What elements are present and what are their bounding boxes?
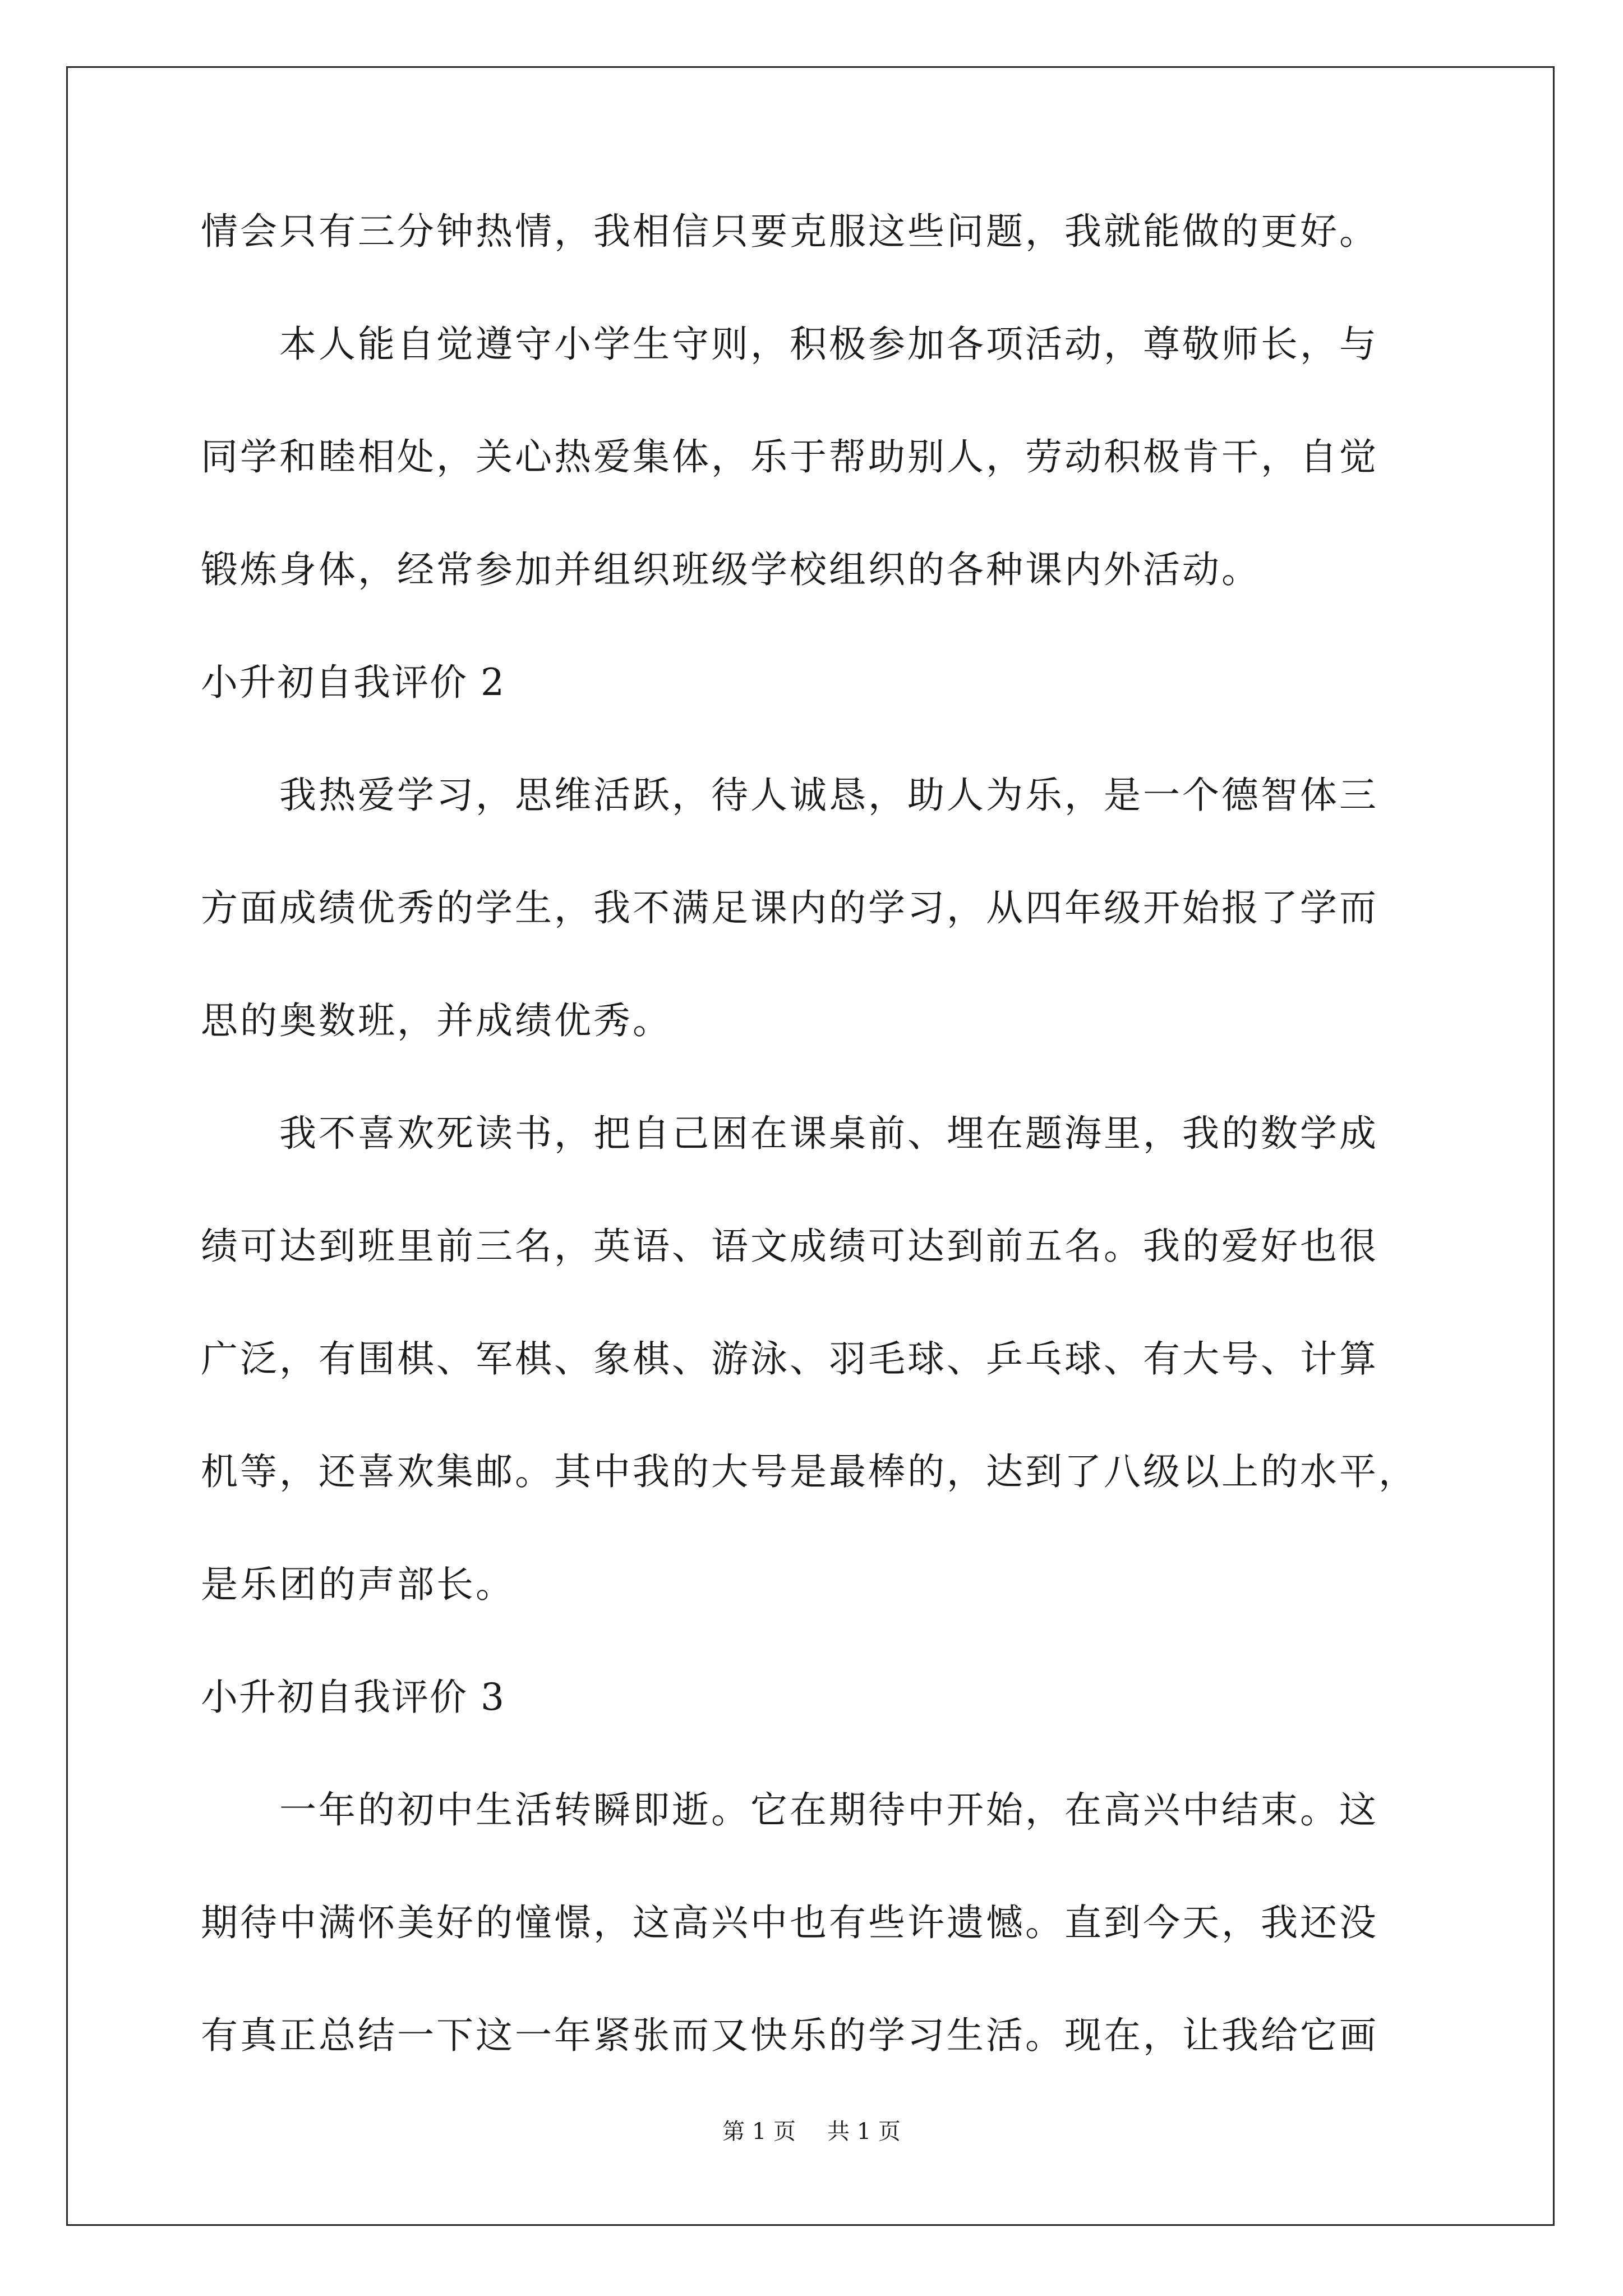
paragraph-line: 本人能自觉遵守小学生守则，积极参加各项活动，尊敬师长，与 [279,323,1378,366]
paragraph-line: 我热爱学习，思维活跃，待人诚恳，助人为乐，是一个德智体三 [279,774,1378,817]
paragraph-line: 广泛，有围棋、军棋、象棋、游泳、羽毛球、乒乓球、有大号、计算 [201,1337,1378,1381]
page-total: 共 1 页 [827,2119,901,2145]
section-heading: 小升初自我评价 3 [201,1676,505,1719]
page-number: 第 1 页 [722,2119,796,2145]
paragraph-line: 有真正总结一下这一年紧张而又快乐的学习生活。现在，让我给它画 [201,2014,1378,2057]
paragraph-line: 方面成绩优秀的学生，我不满足课内的学习，从四年级开始报了学而 [201,886,1378,930]
section-heading: 小升初自我评价 2 [201,661,505,704]
paragraph-line: 我不喜欢死读书，把自己困在课桌前、埋在题海里，我的数学成 [279,1112,1378,1155]
paragraph-line: 机等，还喜欢集邮。其中我的大号是最棒的，达到了八级以上的水平， [201,1450,1418,1493]
paragraph-line: 一年的初中生活转瞬即逝。它在期待中开始，在高兴中结束。这 [279,1788,1378,1832]
page-footer [0,2120,1623,2143]
paragraph-line: 是乐团的声部长。 [201,1563,515,1606]
paragraph-line: 情会只有三分钟热情，我相信只要克服这些问题，我就能做的更好。 [201,210,1378,253]
paragraph-line: 同学和睦相处，关心热爱集体，乐于帮助别人，劳动积极肯干，自觉 [201,435,1378,478]
paragraph-line: 锻炼身体，经常参加并组织班级学校组织的各种课内外活动。 [201,548,1261,591]
paragraph-line: 绩可达到班里前三名，英语、语文成绩可达到前五名。我的爱好也很 [201,1225,1378,1268]
paragraph-line: 思的奥数班，并成绩优秀。 [201,999,672,1042]
paragraph-line: 期待中满怀美好的憧憬，这高兴中也有些许遗憾。直到今天，我还没 [201,1901,1378,1944]
document-body [201,210,1423,2130]
